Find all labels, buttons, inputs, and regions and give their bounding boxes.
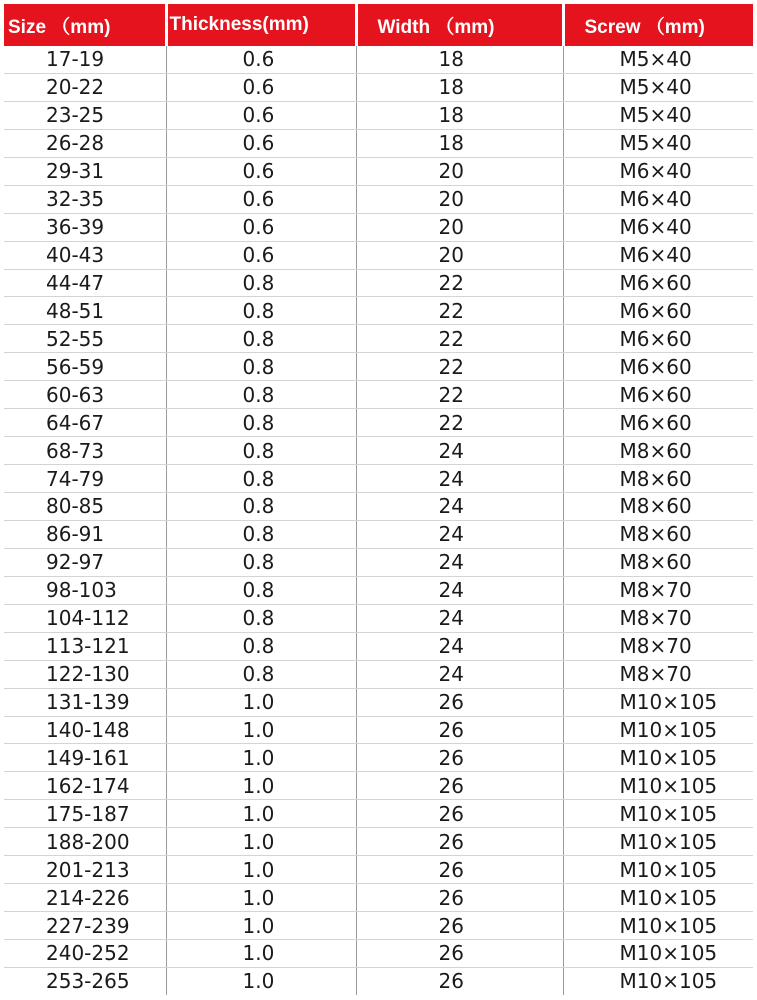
cell-width: 24 [356,548,563,576]
cell-thickness: 0.6 [166,213,356,241]
cell-size: 92-97 [4,548,166,576]
cell-width: 22 [356,409,563,437]
cell-thickness: 1.0 [166,688,356,716]
cell-width: 26 [356,967,563,994]
cell-width: 20 [356,157,563,185]
table-row [4,940,753,968]
cell-screw: M8×70 [563,604,753,632]
size-spec-table [4,4,753,995]
cell-width: 18 [356,46,563,73]
cell-thickness: 0.8 [166,465,356,493]
cell-screw: M5×40 [563,46,753,73]
cell-screw: M10×105 [563,744,753,772]
cell-thickness: 1.0 [166,856,356,884]
table-row [4,520,753,548]
table-row [4,632,753,660]
cell-width: 26 [356,800,563,828]
cell-size: 175-187 [4,800,166,828]
table-row [4,604,753,632]
table-row [4,967,753,994]
cell-size: 17-19 [4,46,166,73]
table-row [4,493,753,521]
cell-size: 253-265 [4,967,166,994]
cell-size: 98-103 [4,576,166,604]
cell-width: 24 [356,493,563,521]
cell-screw: M8×70 [563,632,753,660]
cell-width: 18 [356,73,563,101]
cell-thickness: 1.0 [166,800,356,828]
cell-screw: M6×40 [563,241,753,269]
cell-width: 24 [356,465,563,493]
cell-thickness: 1.0 [166,716,356,744]
cell-screw: M10×105 [563,688,753,716]
cell-width: 20 [356,185,563,213]
cell-screw: M8×70 [563,660,753,688]
cell-screw: M10×105 [563,856,753,884]
cell-thickness: 0.8 [166,297,356,325]
cell-screw: M8×70 [563,576,753,604]
cell-thickness: 0.8 [166,632,356,660]
cell-screw: M5×40 [563,73,753,101]
table-row [4,269,753,297]
table-row [4,772,753,800]
cell-width: 20 [356,213,563,241]
cell-width: 20 [356,241,563,269]
cell-size: 32-35 [4,185,166,213]
cell-width: 18 [356,101,563,129]
cell-width: 22 [356,353,563,381]
cell-thickness: 0.8 [166,409,356,437]
table-row [4,437,753,465]
table-row [4,157,753,185]
table-header-row [4,4,753,46]
cell-thickness: 0.8 [166,520,356,548]
table-row [4,800,753,828]
cell-size: 60-63 [4,381,166,409]
table-row [4,465,753,493]
cell-size: 56-59 [4,353,166,381]
cell-thickness: 1.0 [166,884,356,912]
cell-size: 131-139 [4,688,166,716]
table-row [4,409,753,437]
cell-size: 214-226 [4,884,166,912]
table-row [4,101,753,129]
cell-size: 44-47 [4,269,166,297]
cell-size: 86-91 [4,520,166,548]
cell-screw: M6×60 [563,409,753,437]
cell-screw: M5×40 [563,101,753,129]
cell-thickness: 0.6 [166,157,356,185]
cell-size: 227-239 [4,912,166,940]
table-row [4,660,753,688]
cell-screw: M10×105 [563,800,753,828]
cell-width: 22 [356,325,563,353]
column-header-screw: Screw （mm) [563,4,753,46]
cell-width: 26 [356,744,563,772]
cell-thickness: 0.8 [166,325,356,353]
cell-screw: M8×60 [563,465,753,493]
table-row [4,129,753,157]
column-header-size: Size （mm) [4,4,166,46]
cell-thickness: 0.6 [166,73,356,101]
table-row [4,716,753,744]
table-row [4,353,753,381]
cell-screw: M6×60 [563,325,753,353]
cell-thickness: 0.6 [166,129,356,157]
cell-width: 22 [356,297,563,325]
cell-size: 104-112 [4,604,166,632]
cell-width: 24 [356,520,563,548]
cell-thickness: 0.8 [166,493,356,521]
cell-size: 48-51 [4,297,166,325]
cell-width: 24 [356,632,563,660]
table-row [4,241,753,269]
table-row [4,856,753,884]
cell-thickness: 1.0 [166,828,356,856]
table-row [4,688,753,716]
cell-thickness: 0.6 [166,185,356,213]
cell-width: 22 [356,381,563,409]
cell-size: 188-200 [4,828,166,856]
table-row [4,548,753,576]
table-row [4,297,753,325]
cell-width: 26 [356,856,563,884]
cell-size: 52-55 [4,325,166,353]
cell-width: 26 [356,884,563,912]
cell-screw: M6×40 [563,213,753,241]
cell-screw: M6×60 [563,381,753,409]
cell-thickness: 0.6 [166,46,356,73]
cell-screw: M8×60 [563,437,753,465]
cell-width: 22 [356,269,563,297]
cell-screw: M8×60 [563,493,753,521]
cell-thickness: 0.8 [166,660,356,688]
cell-size: 20-22 [4,73,166,101]
cell-screw: M5×40 [563,129,753,157]
cell-screw: M6×40 [563,185,753,213]
cell-size: 80-85 [4,493,166,521]
cell-size: 240-252 [4,940,166,968]
cell-thickness: 0.8 [166,381,356,409]
cell-thickness: 0.6 [166,101,356,129]
cell-size: 29-31 [4,157,166,185]
cell-size: 162-174 [4,772,166,800]
table-row [4,576,753,604]
cell-thickness: 1.0 [166,912,356,940]
cell-width: 26 [356,940,563,968]
cell-size: 36-39 [4,213,166,241]
cell-width: 24 [356,660,563,688]
cell-size: 149-161 [4,744,166,772]
cell-size: 74-79 [4,465,166,493]
cell-screw: M10×105 [619,969,718,994]
cell-size: 113-121 [4,632,166,660]
column-header-width: Width （mm) [356,4,563,46]
cell-size: 140-148 [4,716,166,744]
cell-width: 26 [356,912,563,940]
cell-width: 24 [356,576,563,604]
table-row [4,185,753,213]
cell-screw: M6×60 [563,269,753,297]
table-row [4,325,753,353]
cell-size: 26-28 [4,129,166,157]
table-row [4,213,753,241]
cell-thickness: 0.8 [166,269,356,297]
cell-width: 24 [356,604,563,632]
cell-thickness: 0.8 [166,548,356,576]
cell-screw: M10×105 [563,940,753,968]
cell-size: 64-67 [4,409,166,437]
cell-screw: M6×60 [563,297,753,325]
cell-screw: M10×105 [563,884,753,912]
cell-thickness: 1.0 [166,940,356,968]
cell-screw: M6×40 [563,157,753,185]
cell-thickness: 0.8 [166,604,356,632]
cell-thickness: 1.0 [166,744,356,772]
cell-thickness: 0.6 [166,241,356,269]
cell-width: 26 [356,716,563,744]
table-row [4,744,753,772]
table-body [4,46,753,995]
cell-thickness: 0.8 [166,576,356,604]
cell-width: 26 [356,688,563,716]
cell-thickness: 1.0 [166,772,356,800]
table-row [4,828,753,856]
cell-thickness: 1.0 [166,967,356,994]
cell-screw: M6×60 [563,353,753,381]
cell-thickness: 0.8 [166,437,356,465]
table-row [4,884,753,912]
cell-size: 201-213 [4,856,166,884]
cell-size: 68-73 [4,437,166,465]
cell-width: 18 [356,129,563,157]
table-row [4,46,753,73]
table-row [4,73,753,101]
cell-width: 24 [356,437,563,465]
cell-screw: M10×105 [563,912,753,940]
cell-size: 122-130 [4,660,166,688]
table-row [4,912,753,940]
cell-thickness: 0.8 [166,353,356,381]
cell-width: 26 [356,828,563,856]
column-header-thickness: Thickness(mm) [166,4,356,46]
cell-screw: M10×105 [563,716,753,744]
cell-screw: M8×60 [563,520,753,548]
cell-size: 23-25 [4,101,166,129]
cell-size: 40-43 [4,241,166,269]
cell-screw: M10×105 [563,828,753,856]
cell-width: 26 [356,772,563,800]
table-row [4,381,753,409]
cell-screw: M10×105 [563,772,753,800]
cell-screw: M8×60 [563,548,753,576]
